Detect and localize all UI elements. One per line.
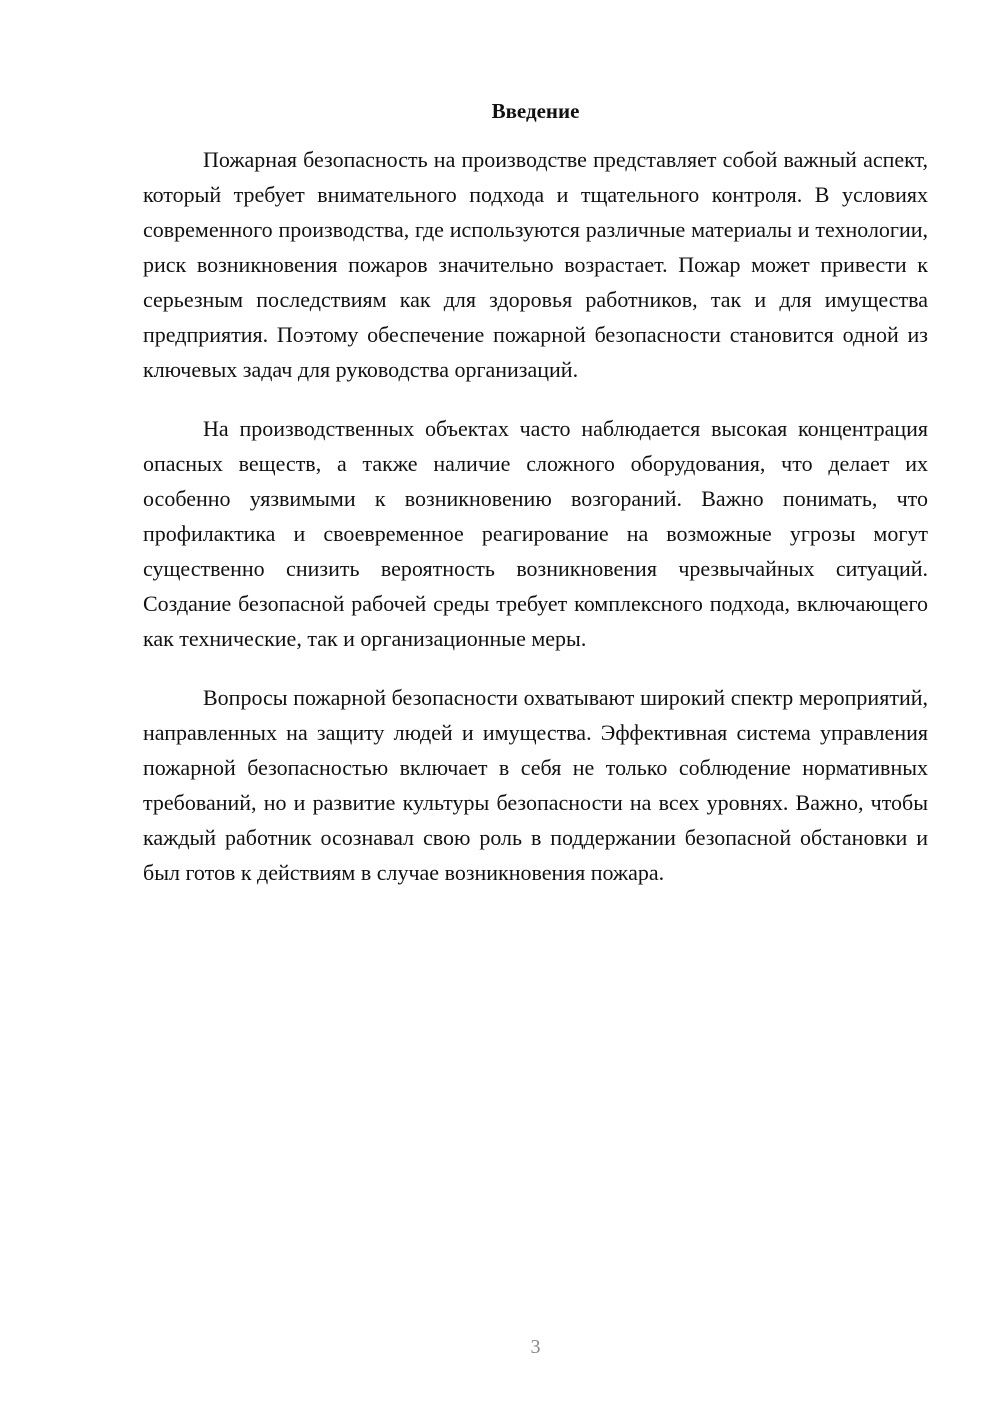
page-number: 3 <box>530 1336 541 1358</box>
page-title: Введение <box>491 99 580 123</box>
paragraph-2: На производственных объектах часто наблюдается высокая концентрация опасных веществ, а также наличие сложного оборудования, что делает их особенно уязвимыми к возникновению возгораний. Важно понимать, что профилактика и своевременное реагирование на возможные угрозы могут существенно снизить вероятность возникновения чрезвычайных ситуаций. Создание безопасной рабочей среды требует комплексного подхода, включающего как технические, так и организационные меры. <box>143 416 928 651</box>
paragraph-3: Вопросы пожарной безопасности охватывают широкий спектр мероприятий, направленных на защиту людей и имущества. Эффективная система управления пожарной безопасностью включает в себя не только соблюдение нормативных требований, но и развитие культуры безопасности на всех уровнях. Важно, чтобы каждый работник осознавал свою роль в поддержании безопасной обстановки и был готов к действиям в случае возникновения пожара. <box>143 685 928 885</box>
body-text <box>143 142 928 914</box>
paragraph-1: Пожарная безопасность на производстве представляет собой важный аспект, который требует внимательного подхода и тщательного контроля. В условиях современного производства, где используются различные материалы и технологии, риск возникновения пожаров значительно возрастает. Пожар может привести к серьезным последствиям как для здоровья работников, так и для имущества предприятия. Поэтому обеспечение пожарной безопасности становится одной из ключевых задач для руководства организаций. <box>143 147 928 382</box>
